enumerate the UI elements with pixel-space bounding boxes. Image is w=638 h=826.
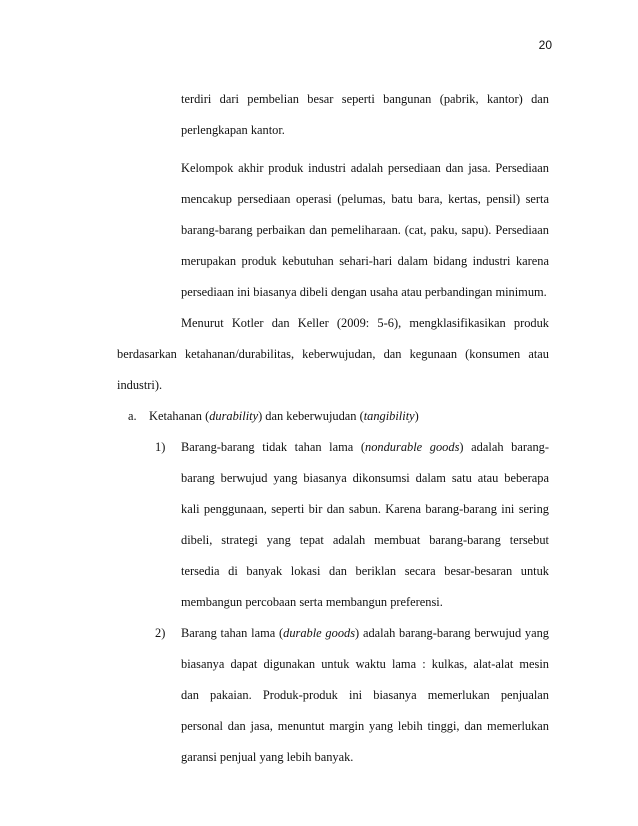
paragraph-line: Menurut Kotler dan Keller (2009: 5-6), mengklasifikasikan produk [181,316,549,330]
heading-text: ) dan keberwujudan ( [258,409,364,423]
heading-text: Ketahanan ( [149,409,210,423]
paragraph-line: persediaan ini biasanya dibeli dengan usaha atau perbandingan minimum. [181,285,547,299]
paragraph-line: terdiri dari pembelian besar seperti bangunan (pabrik, kantor) dan [181,92,549,106]
paragraph-line: Kelompok akhir produk industri adalah persediaan dan jasa. Persediaan [181,161,549,175]
paragraph-line: biasanya dapat digunakan untuk waktu lama : kulkas, alat-alat mesin [181,657,549,671]
section-heading [149,408,419,424]
paragraph-line [181,439,549,455]
paragraph-line: garansi penjual yang lebih banyak. [181,750,354,764]
item-text: Barang tahan lama ( [181,626,284,640]
paragraph-line: mencakup persediaan operasi (pelumas, batu bara, kertas, pensil) serta [181,192,549,206]
paragraph-line: berdasarkan ketahanan/durabilitas, keberwujudan, dan kegunaan (konsumen atau [117,347,549,361]
item-term: durable goods [283,626,356,640]
paragraph-line: personal dan jasa, menuntut margin yang lebih tinggi, dan memerlukan [181,719,549,733]
item-text: ) adalah barang-barang berwujud yang [355,626,549,640]
list-label: a. [128,409,137,423]
item-text: ) adalah barang- [459,440,549,454]
heading-text: ) [414,409,419,423]
paragraph-line: tersedia di banyak lokasi dan beriklan secara besar-besaran untuk [181,564,549,578]
paragraph-line: kali penggunaan, seperti bir dan sabun. Karena barang-barang ini sering [181,502,549,516]
paragraph-line: perlengkapan kantor. [181,123,285,137]
paragraph-line: membangun percobaan serta membangun preferensi. [181,595,443,609]
item-term: nondurable goods [365,440,460,454]
heading-term: tangibility [363,409,415,423]
page-number: 20 [538,38,552,52]
paragraph-line [181,625,549,641]
paragraph-line: dibeli, strategi yang tepat adalah membuat barang-barang tersebut [181,533,549,547]
paragraph-line: barang-barang perbaikan dan pemeliharaan. (cat, paku, sapu). Persediaan [181,223,549,237]
paragraph-line: industri). [117,378,163,392]
paragraph-line: dan pakaian. Produk-produk ini biasanya memerlukan penjualan [181,688,549,702]
heading-term: durability [209,409,259,423]
list-label: 2) [155,626,166,640]
list-label: 1) [155,440,166,454]
paragraph-line: barang berwujud yang biasanya dikonsumsi dalam satu atau beberapa [181,471,549,485]
paragraph-line: merupakan produk kebutuhan sehari-hari dalam bidang industri karena [181,254,549,268]
item-text: Barang-barang tidak tahan lama ( [181,440,366,454]
